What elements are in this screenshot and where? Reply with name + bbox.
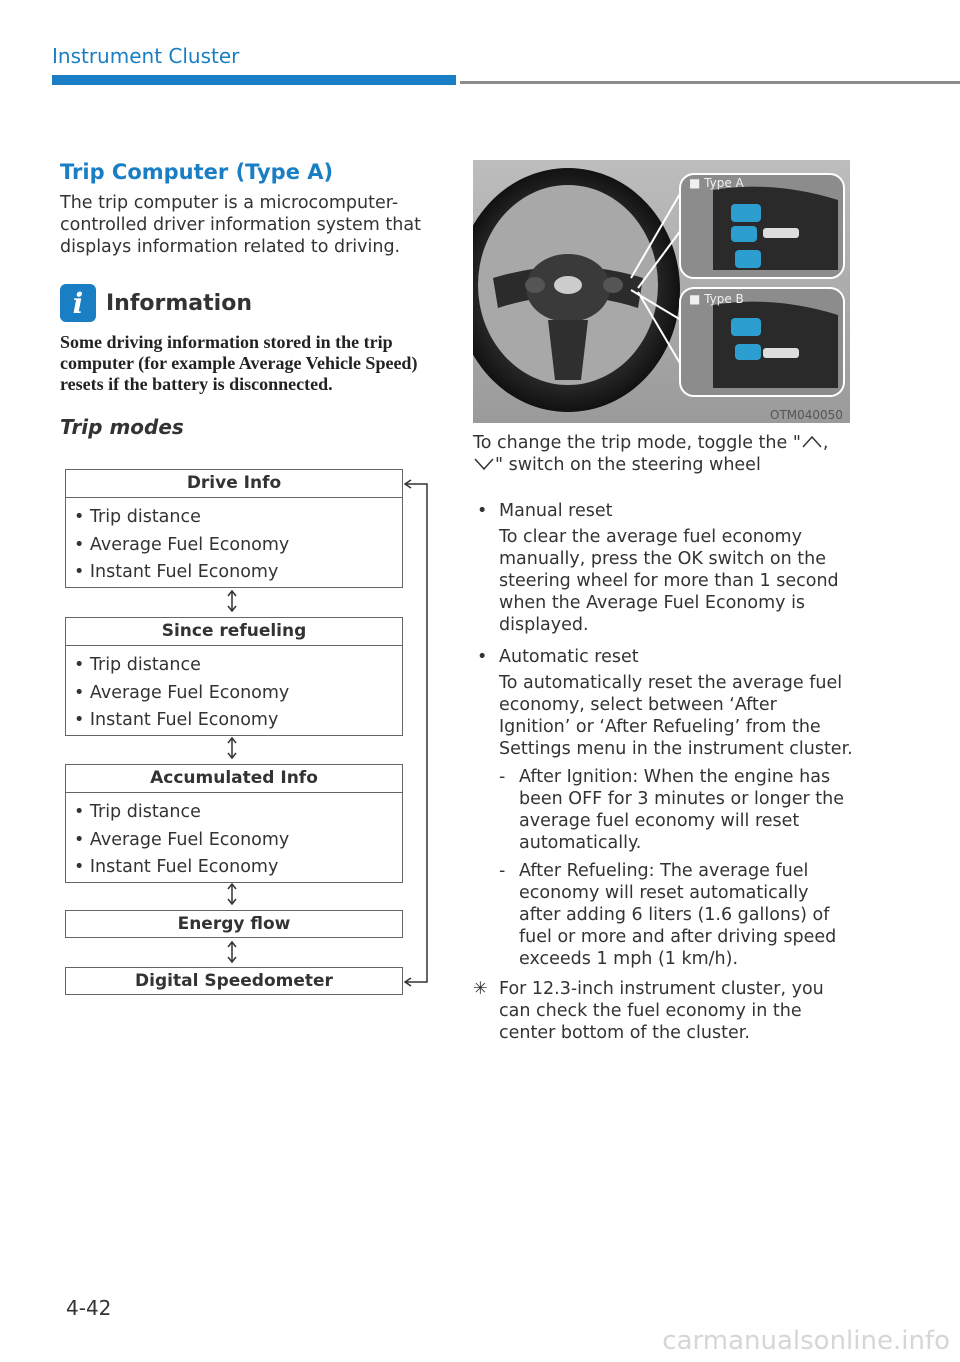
page-number: 4-42 — [66, 1296, 112, 1320]
figure-label-type-a: ■ Type A — [689, 176, 744, 190]
chevron-up-icon — [801, 435, 823, 449]
automatic-reset-item — [473, 646, 853, 760]
info-title: Information — [106, 290, 252, 316]
mode-item: • Instant Fuel Economy — [74, 857, 279, 877]
double-arrow-icon — [224, 736, 240, 760]
manual-reset-title: Manual reset — [499, 501, 613, 521]
automatic-reset-body: To automatically reset the average fuel economy, select between ‘After Ignition’ or ‘After Refueling’ from the Settings menu in the instrument cluster. — [499, 673, 853, 759]
note-item — [473, 978, 853, 1044]
steering-wheel-photo — [473, 160, 850, 423]
section-title: Trip Computer (Type A) — [60, 160, 334, 184]
mode-box-since-refueling — [65, 617, 403, 736]
after-ignition-text: After Ignition: When the engine has been OFF for 3 minutes or longer the average fuel economy will reset automatically. — [519, 767, 844, 853]
double-arrow-icon — [224, 589, 240, 613]
mode-item: • Average Fuel Economy — [74, 829, 290, 850]
figure-code: OTM040050 — [770, 408, 843, 422]
watermark: carmanualsonline.info — [662, 1326, 950, 1356]
mode-box-energy-flow — [65, 910, 403, 938]
info-icon: i — [60, 284, 96, 322]
mode-item: • Average Fuel Economy — [74, 682, 290, 703]
loop-arrow-icon — [400, 478, 432, 988]
mode-item: • Trip distance — [74, 655, 201, 675]
after-refueling-item — [473, 860, 853, 970]
right-column — [473, 432, 853, 1044]
left-column — [60, 160, 440, 439]
chevron-down-icon — [473, 457, 495, 471]
mode-box-drive-info — [65, 469, 403, 588]
mode-box-accumulated-info — [65, 764, 403, 883]
mode-item: • Instant Fuel Economy — [74, 710, 279, 730]
mode-box-title: Drive Info — [66, 470, 402, 498]
mode-box-digital-speedometer — [65, 967, 403, 995]
mode-item: • Trip distance — [74, 507, 201, 527]
mode-box-title: Accumulated Info — [66, 765, 402, 793]
header-rule-accent — [52, 75, 456, 85]
bullet-icon: • — [477, 647, 488, 667]
after-ignition-item — [473, 766, 853, 854]
section-intro: The trip computer is a microcomputer-controlled driver information system that displays information related to driving. — [60, 193, 421, 257]
after-refueling-text: After Refueling: The average fuel economy will reset automatically after adding 6 liters (1.6 gallons) of fuel or more and after driving speed exceeds 1 mph (1 km/h). — [519, 861, 837, 969]
mode-item: • Instant Fuel Economy — [74, 562, 279, 582]
toggle-separator: , — [822, 433, 829, 453]
double-arrow-icon — [224, 940, 240, 964]
manual-reset-body: To clear the average fuel economy manually, press the OK switch on the steering wheel for more than 1 second when the Average Fuel Economy is displayed. — [499, 527, 839, 635]
trip-modes-title: Trip modes — [60, 415, 184, 439]
toggle-prefix: To change the trip mode, toggle the " — [473, 433, 801, 453]
asterisk-icon: ✳ — [473, 979, 488, 999]
mode-box-title: Since refueling — [66, 618, 402, 646]
header-rule — [460, 81, 960, 84]
mode-box-title: Digital Speedometer — [135, 971, 333, 991]
info-header — [60, 284, 440, 322]
mode-item: • Average Fuel Economy — [74, 534, 290, 555]
mode-box-title: Energy flow — [177, 914, 291, 934]
note-text: For 12.3-inch instrument cluster, you can check the fuel economy in the center bottom of the cluster. — [499, 979, 824, 1043]
toggle-suffix: " switch on the steering wheel — [495, 455, 761, 475]
info-body: Some driving information stored in the trip computer (for example Average Vehicle Speed) resets if the battery is disconnected. — [60, 332, 418, 394]
toggle-instruction — [473, 432, 853, 476]
figure-label-type-b: ■ Type B — [689, 292, 744, 306]
automatic-reset-title: Automatic reset — [499, 647, 639, 667]
page-header-title: Instrument Cluster — [52, 44, 240, 68]
dash-marker: - — [499, 861, 506, 881]
manual-reset-item — [473, 500, 853, 636]
dash-marker: - — [499, 767, 506, 787]
double-arrow-icon — [224, 882, 240, 906]
mode-item: • Trip distance — [74, 802, 201, 822]
bullet-icon: • — [477, 501, 488, 521]
